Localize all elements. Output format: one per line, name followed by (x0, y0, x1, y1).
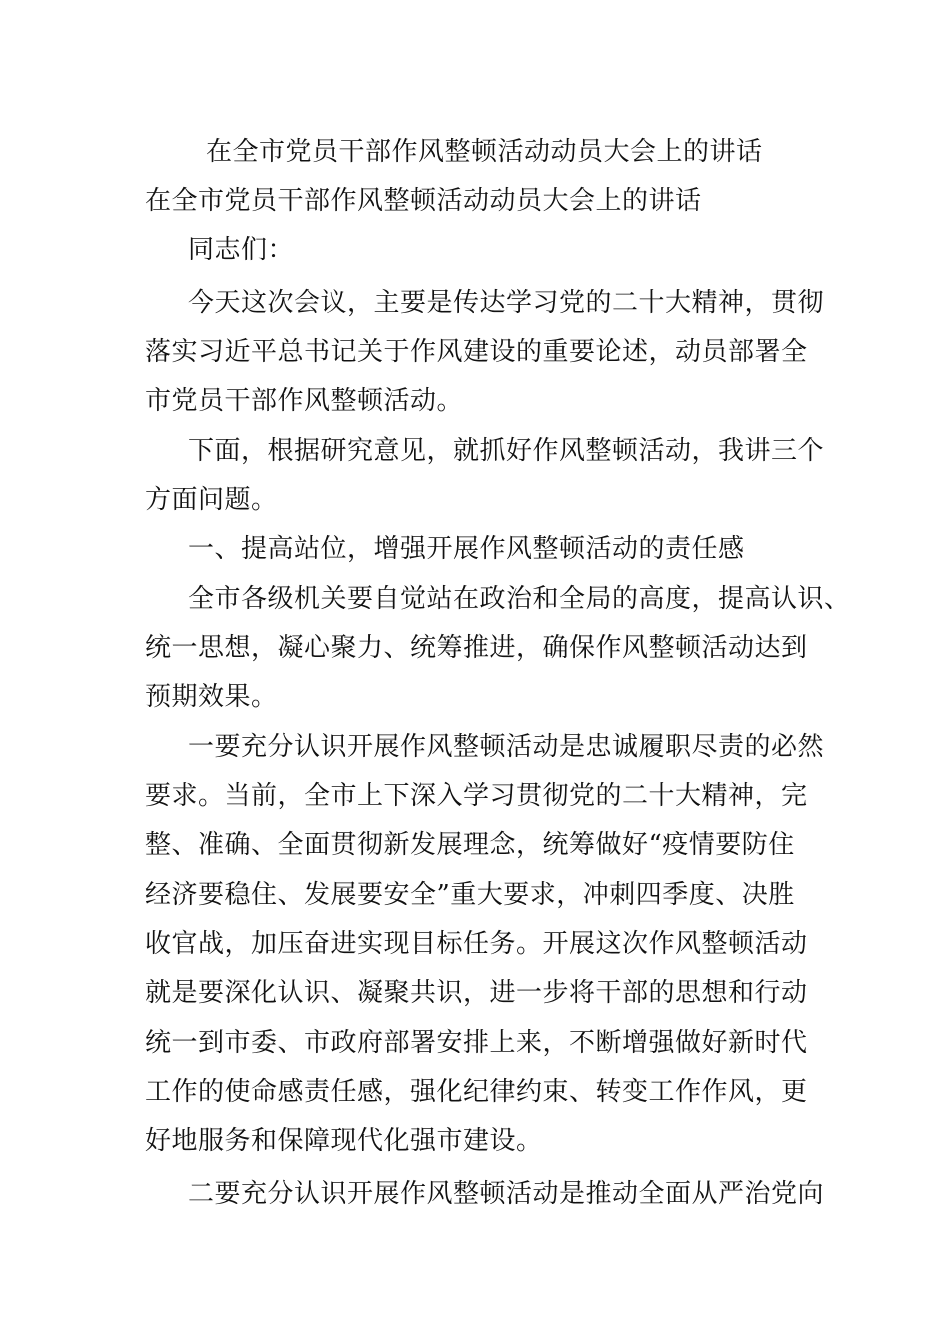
paragraph-line: 落实习近平总书记关于作风建设的重要论述，动员部署全 (145, 337, 808, 367)
section-heading: 一、提高站位，增强开展作风整顿活动的责任感 (188, 534, 745, 564)
paragraph-line: 经济要稳住、发展要安全”重大要求，冲刺四季度、决胜 (145, 880, 795, 910)
paragraph-line: 就是要深化认识、凝聚共识，进一步将干部的思想和行动 (145, 978, 808, 1008)
paragraph-line: 市党员干部作风整顿活动。 (145, 386, 464, 416)
paragraph-line: 下面，根据研究意见，就抓好作风整顿活动，我讲三个 (188, 436, 825, 466)
paragraph-line: 好地服务和保障现代化强市建设。 (145, 1126, 543, 1156)
paragraph-line: 预期效果。 (145, 682, 278, 712)
paragraph-line: 统一到市委、市政府部署安排上来，不断增强做好新时代 (145, 1028, 808, 1058)
document-subtitle: 在全市党员干部作风整顿活动动员大会上的讲话 (145, 186, 702, 216)
paragraph-line: 一要充分认识开展作风整顿活动是忠诚履职尽责的必然 (188, 732, 825, 762)
paragraph-line: 今天这次会议，主要是传达学习党的二十大精神，贯彻 (188, 288, 825, 318)
salutation: 同志们： (188, 235, 295, 265)
paragraph-line: 全市各级机关要自觉站在政治和全局的高度，提高认识、 (188, 584, 851, 614)
paragraph-line: 要求。当前，全市上下深入学习贯彻党的二十大精神，完 (145, 781, 808, 811)
paragraph-line: 统一思想，凝心聚力、统筹推进，确保作风整顿活动达到 (145, 633, 808, 663)
paragraph-line: 整、准确、全面贯彻新发展理念，统筹做好“疫情要防住 (145, 830, 795, 860)
paragraph-line: 二要充分认识开展作风整顿活动是推动全面从严治党向 (188, 1179, 825, 1209)
document-title: 在全市党员干部作风整顿活动动员大会上的讲话 (206, 137, 763, 167)
paragraph-line: 工作的使命感责任感，强化纪律约束、转变工作作风，更 (145, 1077, 808, 1107)
paragraph-line: 方面问题。 (145, 485, 278, 515)
paragraph-line: 收官战，加压奋进实现目标任务。开展这次作风整顿活动 (145, 929, 808, 959)
